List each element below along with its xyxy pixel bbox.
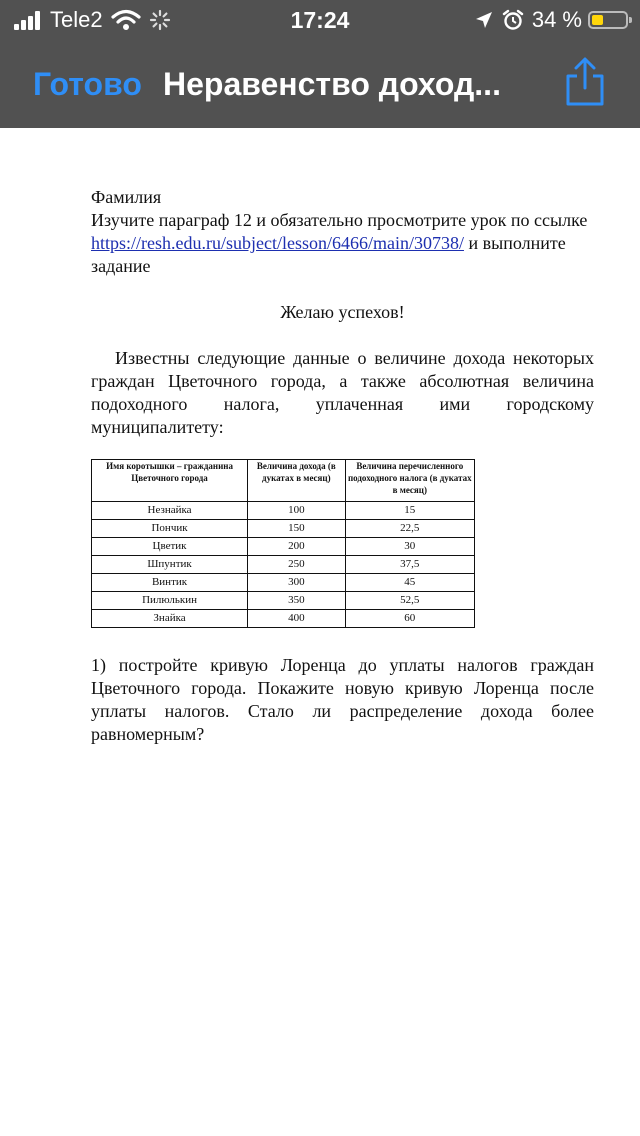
wish-text: Желаю успехов!	[280, 302, 405, 322]
cell-income: 250	[248, 556, 345, 574]
carrier-name: Tele2	[50, 7, 103, 32]
cell-income: 100	[248, 502, 345, 520]
cell-tax: 60	[345, 610, 474, 628]
cell-income: 400	[248, 610, 345, 628]
document-body	[91, 186, 594, 439]
task-paragraph: 1) постройте кривую Лоренца до уплаты налогов граждан Цветочного города. Покажите новую кривую Лоренца после уплаты налогов. Стало ли распределение дохода более равномерным?	[91, 655, 594, 744]
battery-icon	[588, 11, 628, 29]
clock: 17:24	[290, 7, 350, 33]
cell-income: 150	[248, 520, 345, 538]
instruction-text-end: и выполните задание	[91, 233, 566, 276]
cell-tax: 30	[345, 538, 474, 556]
table-row	[92, 592, 475, 610]
header-income: Величина дохода (в дукатах в месяц)	[248, 460, 345, 502]
income-tax-table	[91, 459, 475, 628]
done-button[interactable]: Готово	[33, 66, 142, 102]
cell-tax: 37,5	[345, 556, 474, 574]
location-arrow-icon	[474, 10, 494, 30]
lesson-link[interactable]: https://resh.edu.ru/subject/lesson/6466/main/30738/	[91, 233, 464, 253]
share-icon	[562, 56, 608, 108]
cell-tax: 45	[345, 574, 474, 592]
table-row	[92, 538, 475, 556]
table-row	[92, 574, 475, 592]
table-header-row	[92, 460, 475, 502]
cell-name: Цветик	[92, 538, 248, 556]
cell-name: Шпунтик	[92, 556, 248, 574]
instruction-paragraph	[91, 209, 594, 278]
cell-income: 350	[248, 592, 345, 610]
cell-tax: 52,5	[345, 592, 474, 610]
cell-name: Пончик	[92, 520, 248, 538]
cell-income: 200	[248, 538, 345, 556]
cell-tax: 15	[345, 502, 474, 520]
cell-tax: 22,5	[345, 520, 474, 538]
header-name: Имя коротышки – гражданина Цветочного города	[92, 460, 248, 502]
document-title: Неравенство доход...	[163, 66, 501, 102]
top-toolbar	[0, 0, 640, 128]
battery-percent: 34 %	[531, 7, 582, 32]
instruction-text: Изучите параграф 12 и обязательно просмотрите урок по ссылке	[91, 210, 588, 230]
intro-paragraph: Известны следующие данные о величине дохода некоторых граждан Цветочного города, а также абсолютная величина подоходного налога, уплаченная ими городскому муниципалитету:	[91, 348, 594, 437]
cell-name: Пилюлькин	[92, 592, 248, 610]
cell-name: Незнайка	[92, 502, 248, 520]
nav-bar	[0, 56, 640, 116]
table-row	[92, 556, 475, 574]
alarm-icon	[502, 9, 524, 31]
table-row	[92, 610, 475, 628]
task-section	[91, 654, 594, 764]
surname-label: Фамилия	[91, 187, 162, 207]
cell-income: 300	[248, 574, 345, 592]
header-tax: Величина перечисленного подоходного налога (в дукатах в месяц)	[345, 460, 474, 502]
table-row	[92, 502, 475, 520]
status-bar	[0, 0, 640, 40]
table-row	[92, 520, 475, 538]
cell-name: Винтик	[92, 574, 248, 592]
cell-name: Знайка	[92, 610, 248, 628]
share-button[interactable]	[562, 56, 608, 108]
